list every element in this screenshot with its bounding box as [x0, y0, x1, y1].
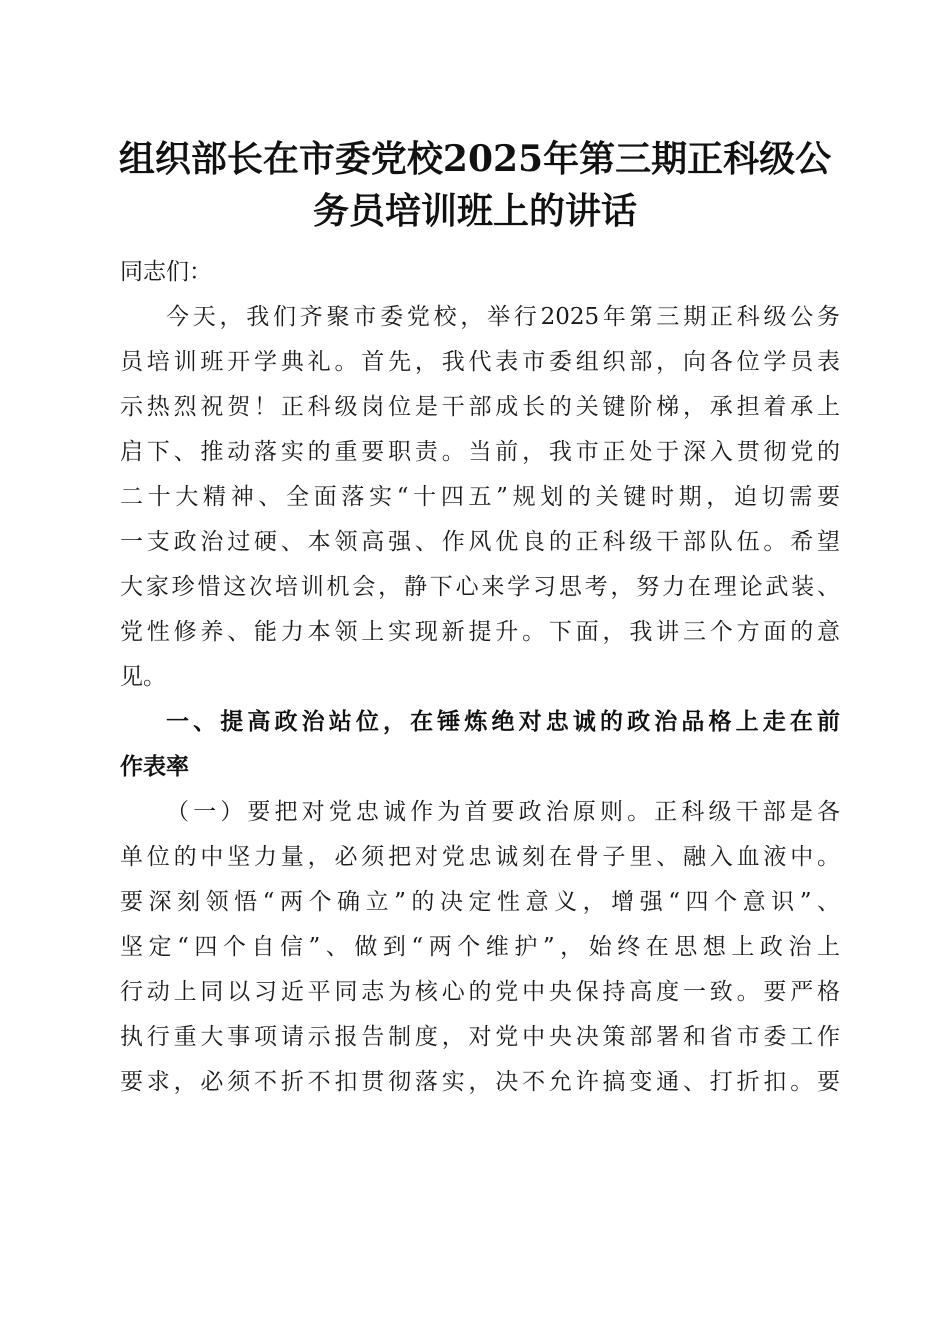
paragraph-line: 二十大精神、全面落实“十四五”规划的关键时期，迫切需要: [120, 484, 840, 510]
paragraph-line: 执行重大事项请示报告制度，对党中央决策部署和省市委工作: [120, 1024, 840, 1050]
paragraph-line: 单位的中坚力量，必须把对党忠诚刻在骨子里、融入血液中。: [120, 844, 840, 870]
paragraph-line: 坚定“四个自信”、做到“两个维护”，始终在思想上政治上: [120, 934, 840, 960]
paragraph-line: 要求，必须不折不扣贯彻落实，决不允许搞变通、打折扣。要: [120, 1069, 840, 1095]
title-line-1: 组织部长在市委党校2025年第三期正科级公: [118, 138, 832, 180]
paragraph-line: 大家珍惜这次培训机会，静下心来学习思考，努力在理论武装、: [120, 574, 840, 600]
paragraph-line: 今天，我们齐聚市委党校，举行2025年第三期正科级公务: [166, 304, 840, 330]
document-body: [120, 250, 840, 1105]
paragraph-line: 启下、推动落实的重要职责。当前，我市正处于深入贯彻党的: [120, 439, 840, 465]
paragraph-line: 一支政治过硬、本领高强、作风优良的正科级干部队伍。希望: [120, 529, 840, 555]
heading-line: 一、提高政治站位，在锤炼绝对忠诚的政治品格上走在前: [166, 709, 840, 735]
paragraph-line: 行动上同以习近平同志为核心的党中央保持高度一致。要严格: [120, 979, 840, 1005]
paragraph-line: 见。: [120, 664, 166, 690]
section-1-heading: [120, 700, 840, 790]
document-title: [100, 133, 850, 237]
paragraph-line: 要深刻领悟“两个确立”的决定性意义，增强“四个意识”、: [120, 889, 840, 915]
paragraph-line: 示热烈祝贺！正科级岗位是干部成长的关键阶梯，承担着承上: [120, 394, 840, 420]
section-1-paragraph: [120, 790, 840, 1105]
paragraph-line: 党性修养、能力本领上实现新提升。下面，我讲三个方面的意: [120, 619, 840, 645]
title-line-2: 务员培训班上的讲话: [312, 190, 637, 232]
intro-paragraph: [120, 295, 840, 700]
salutation: 同志们：: [120, 259, 212, 285]
paragraph-line: （一）要把对党忠诚作为首要政治原则。正科级干部是各: [166, 799, 840, 825]
heading-line: 作表率: [120, 754, 189, 780]
paragraph-line: 员培训班开学典礼。首先，我代表市委组织部，向各位学员表: [120, 349, 840, 375]
